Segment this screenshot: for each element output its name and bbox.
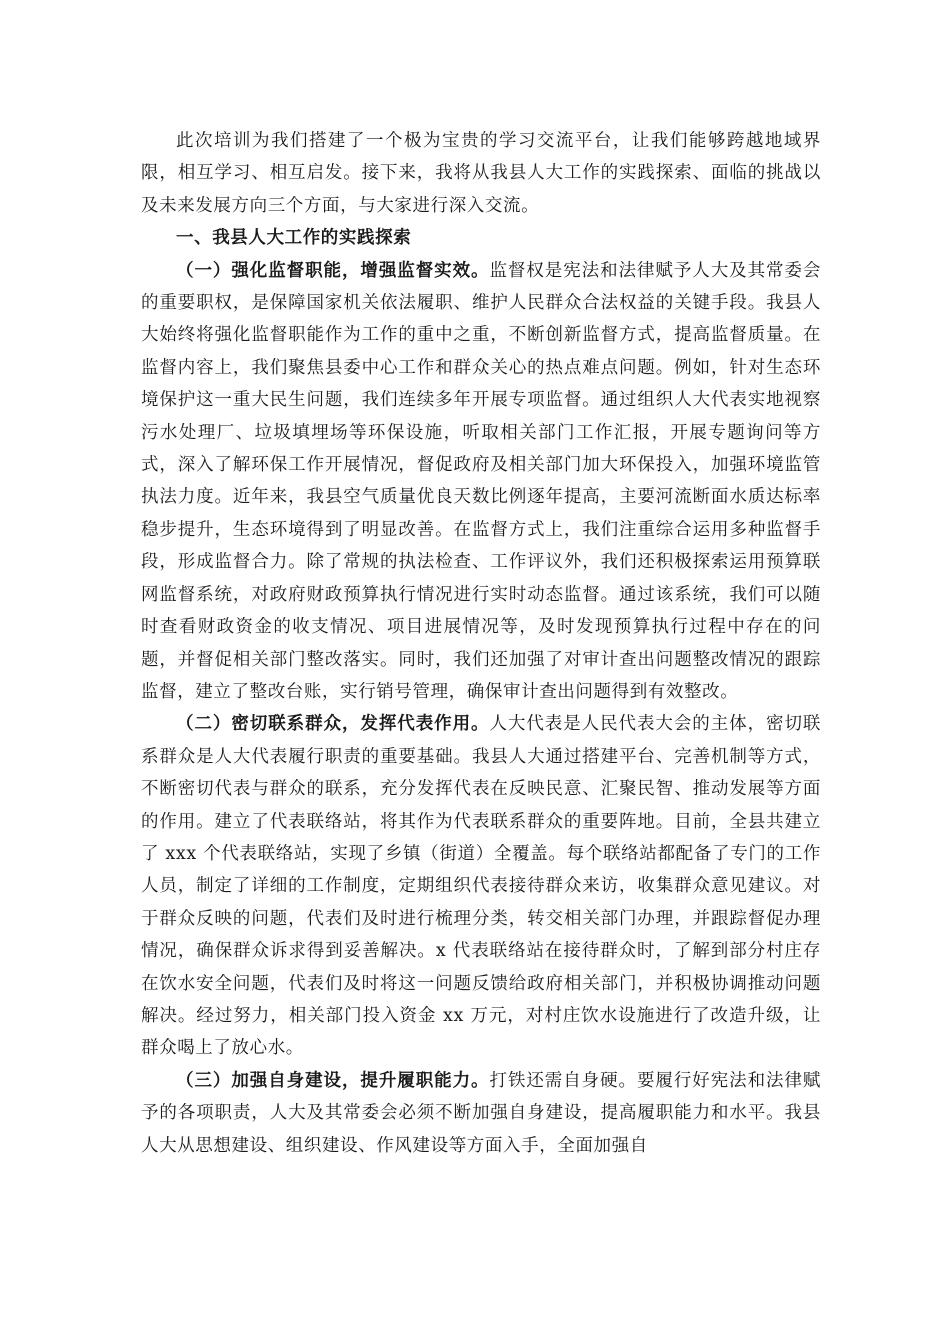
subsection-2-body: 人大代表是人民代表大会的主体，密切联系群众是人大代表履行职责的重要基础。我县人大通过搭建平台、完善机制等方式，不断密切代表与群众的联系，充分发挥代表在反映民意、汇聚民智、推动发展等方面的作用。建立了代表联络站，将其作为代表联系群众的重要阵地。目前，全县共建立了 xxx 个代表联络站，实现了乡镇（街道）全覆盖。每个联络站都配备了专门的工作人员，制定了详细的工作制度，定期组织代表接待群众来访，收集群众意见建议。对于群众反映的问题，代表们及时进行梳理分类，转交相关部门办理，并跟踪督促办理情况，确保群众诉求得到妥善解决。x 代表联络站在接待群众时，了解到部分村庄存在饮水安全问题，代表们及时将这一问题反馈给政府相关部门，并积极协调推动问题解决。经过努力，相关部门投入资金 xx 万元，对村庄饮水设施进行了改造升级，让群众喝上了放心水。 <box>141 714 821 1059</box>
document-body <box>141 125 821 1162</box>
subsection-2-paragraph <box>141 708 821 1064</box>
subsection-3-paragraph <box>141 1065 821 1162</box>
subsection-3-body: 打铁还需自身硬。要履行好宪法和法律赋予的各项职责，人大及其常委会必须不断加强自身建设，提高履职能力和水平。我县人大从思想建设、组织建设、作风建设等方面入手，全面加强自 <box>141 1070 821 1156</box>
subsection-1-lead: （一）强化监督职能，增强监督实效。 <box>176 260 490 281</box>
subsection-1-body: 监督权是宪法和法律赋予人大及其常委会的重要职权，是保障国家机关依法履职、维护人民群众合法权益的关键手段。我县人大始终将强化监督职能作为工作的重中之重，不断创新监督方式，提高监督质量。在监督内容上，我们聚焦县委中心工作和群众关心的热点难点问题。例如，针对生态环境保护这一重大民生问题，我们连续多年开展专项监督。通过组织人大代表实地视察污水处理厂、垃圾填埋场等环保设施，听取相关部门工作汇报，开展专题询问等方式，深入了解环保工作开展情况，督促政府及相关部门加大环保投入，加强环境监管执法力度。近年来，我县空气质量优良天数比例逐年提高，主要河流断面水质达标率稳步提升，生态环境得到了明显改善。在监督方式上，我们注重综合运用多种监督手段，形成监督合力。除了常规的执法检查、工作评议外，我们还积极探索运用预算联网监督系统，对政府财政预算执行情况进行实时动态监督。通过该系统，我们可以随时查看财政资金的收支情况、项目进展情况等，及时发现预算执行过程中存在的问题，并督促相关部门整改落实。同时，我们还加强了对审计查出问题整改情况的跟踪监督，建立了整改台账，实行销号管理，确保审计查出问题得到有效整改。 <box>141 260 821 702</box>
section-heading: 一、我县人大工作的实践探索 <box>176 228 412 249</box>
subsection-2-lead: （二）密切联系群众，发挥代表作用。 <box>176 714 490 735</box>
intro-paragraph: 此次培训为我们搭建了一个极为宝贵的学习交流平台，让我们能够跨越地域界限，相互学习、相互启发。接下来，我将从我县人大工作的实践探索、面临的挑战以及未来发展方向三个方面，与大家进行深入交流。 <box>141 131 821 216</box>
subsection-1-paragraph <box>141 255 821 709</box>
subsection-3-lead: （三）加强自身建设，提升履职能力。 <box>176 1070 490 1091</box>
